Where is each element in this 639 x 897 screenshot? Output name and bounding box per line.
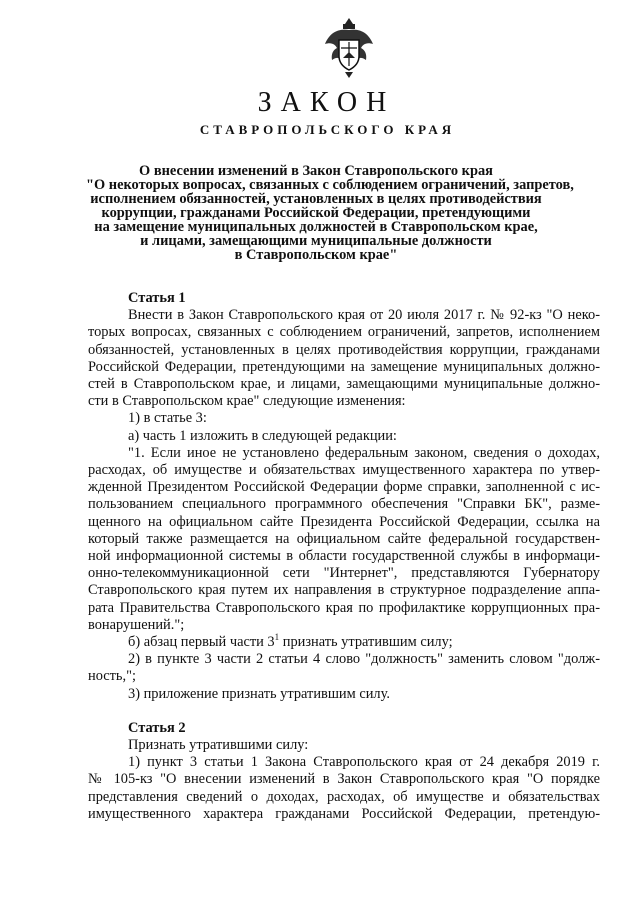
quote-line: пользованием специального программного обеспечения "Справки БК", разме- [88,496,600,513]
heading-line: исполнением обязанностей, установленных в целях противодействия [90,191,542,207]
article-1-line: Российской Федерации, претендующими на замещение муниципальных должно- [88,358,600,375]
article-1-line: торых вопросах, связанных с соблюдением ограничений, запретов, исполнением [88,324,600,341]
law-heading [86,163,574,263]
heading-line: на замещение муниципальных должностей в Ставропольском крае, [94,219,538,235]
quote-line: рата Правительства Ставропольского края по профилактике коррупционных пра- [88,599,600,616]
article-1-title: Статья 1 [128,290,186,306]
heading-line: коррупции, гражданами Российской Федерации, претендующими [101,205,531,221]
article-1-item-1: 1) в статье 3: [128,410,207,427]
quote-line: который также размещается на официальном сайте федеральной государствен- [88,530,600,547]
quote-line: расходах, об имуществе и обязательствах имущественного характера по утвер- [88,462,600,479]
quote-line: щенного на официальном сайте Президента Российской Федерации, ссылка на [88,513,600,530]
quote-line: вонарушений."; [88,616,185,633]
article-1-line: сти в Ставропольском крае" следующие изменения: [88,393,406,410]
article-2-line: № 105-кз "О внесении изменений в Закон Ставропольского края "О порядке [88,771,600,788]
article-2-intro: Признать утратившими силу: [128,737,309,754]
heading-line: и лицами, замещающими муниципальные должности [140,233,492,249]
article-1-item-2: 2) в пункте 3 части 2 статьи 4 слово "должность" заменить словом "долж- [128,651,600,668]
article-2-line: имущественного характера гражданами Российской Федерации, претендую- [88,805,600,822]
article-1-line: стей в Ставропольском крае, и лицами, замещающими муниципальные должно- [88,376,600,393]
law-title: ЗАКОН [257,87,396,118]
article-1-line: обязанностей, установленных в целях противодействия коррупции, гражданами [88,341,600,358]
item-1b-text: б) абзац первый части 3 [128,634,275,651]
quote-line: ной информационной системы в области государственной службы в информаци- [88,548,600,565]
article-1-item-1a: а) часть 1 изложить в следующей редакции: [128,427,397,444]
quote-line: Ставропольского края путем их направления в структурное подразделение аппа- [88,582,600,599]
article-1-item-3: 3) приложение признать утратившим силу. [128,685,390,702]
item-1b-superscript: 1 [274,632,280,643]
article-1-line: Внести в Закон Ставропольского края от 20 июля 2017 г. № 92-кз "О неко- [128,307,600,324]
article-2-line: представления сведений о доходах, расходах, об имуществе и обязательствах [88,788,600,805]
quote-line: жденной Президентом Российской Федерации форме справки, заполненной с ис- [88,479,600,496]
heading-line: О внесении изменений в Закон Ставропольского края [139,163,493,179]
article-2-title: Статья 2 [128,719,186,736]
article-1-item-2: ность,"; [88,668,136,685]
quote-line: "1. Если иное не установлено федеральным законом, сведения о доходах, [128,444,600,461]
law-region: СТАВРОПОЛЬСКОГО КРАЯ [199,122,456,137]
heading-line: в Ставропольском крае" [234,247,398,263]
heading-line: "О некоторых вопросах, связанных с соблюдением ограничений, запретов, [86,177,574,193]
quote-line: онно-телекоммуникационной сети "Интернет", представляются Губернатору [88,565,600,582]
article-2-line: 1) пункт 3 статьи 1 Закона Ставропольского края от 24 декабря 2019 г. [128,754,600,771]
article-1-item-1b [88,634,600,651]
item-1b-text-end: признать утратившим силу; [279,634,453,651]
coat-of-arms-icon [323,14,375,80]
spacer [88,703,600,720]
law-body [88,290,600,823]
